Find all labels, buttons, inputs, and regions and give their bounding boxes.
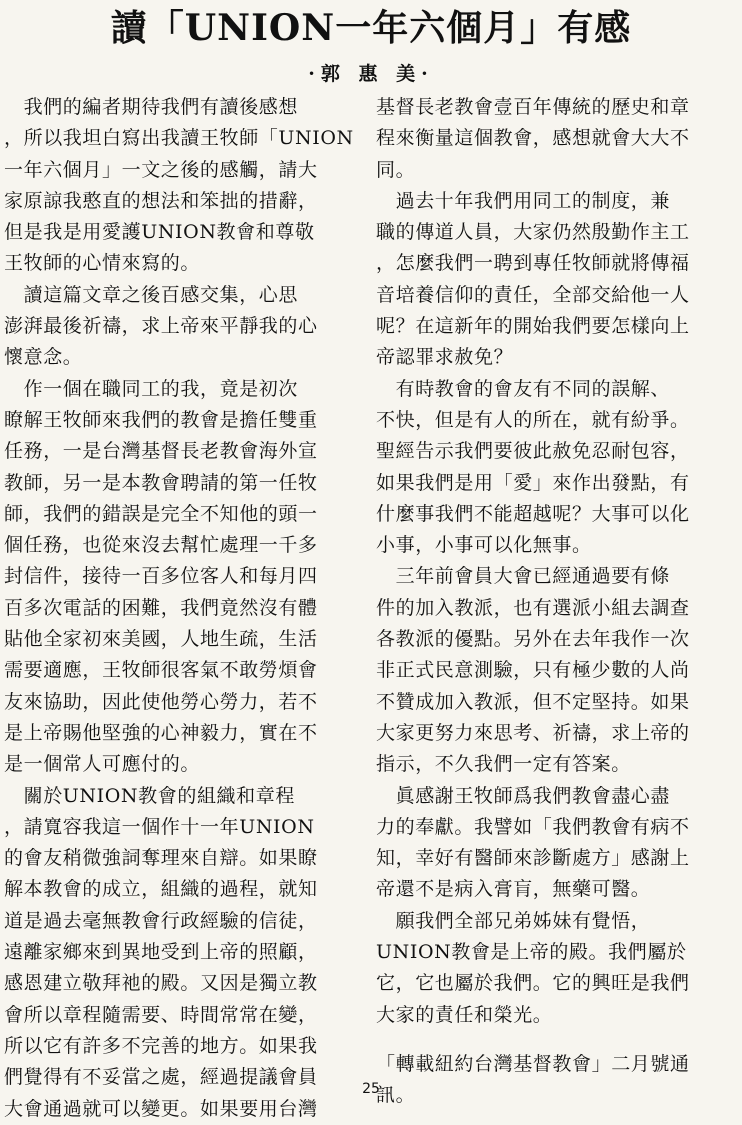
text-line: UNION教會是上帝的殿。我們屬於 bbox=[376, 941, 687, 964]
text-line: 遠離家鄉來到異地受到上帝的照顧， bbox=[4, 941, 318, 964]
text-line: 澎湃最後祈禱，求上帝來平靜我的心 bbox=[4, 315, 318, 338]
right-column-source-note bbox=[376, 1049, 738, 1112]
text-line: 程來衡量這個教會，感想就會大大不 bbox=[376, 127, 690, 150]
text-line: ，怎麼我們一聘到專任牧師就將傳福 bbox=[376, 252, 690, 275]
text-line: 聖經告示我們要彼此赦免忍耐包容， bbox=[376, 440, 690, 463]
paragraph-gap bbox=[376, 1031, 738, 1049]
text-line: 眞感謝王牧師爲我們教會盡心盡 bbox=[376, 784, 671, 807]
text-line: 帝認罪求赦免？ bbox=[376, 346, 514, 369]
text-line: 封信件，接待一百多位客人和每月四 bbox=[4, 565, 318, 588]
text-line: 所以它有許多不完善的地方。如果我 bbox=[4, 1034, 318, 1057]
text-line: 「轉載紐約台灣基督教會」二月號通 bbox=[376, 1052, 690, 1075]
text-line: 音培養信仰的責任，全部交給他一人 bbox=[376, 283, 690, 306]
text-line: 的會友稍微強詞奪理來自辯。如果瞭 bbox=[4, 847, 318, 870]
text-line: 它，它也屬於我們。它的興旺是我們 bbox=[376, 972, 690, 995]
text-line: 我們的編者期待我們有讀後感想 bbox=[4, 96, 299, 118]
text-line: 貼他全家初來美國，人地生疏，生活 bbox=[4, 628, 318, 651]
text-line: 如果我們是用「愛」來作出發點，有 bbox=[376, 471, 690, 494]
text-line: 道是過去毫無教會行政經驗的信徒， bbox=[4, 909, 318, 932]
text-line: 懷意念。 bbox=[4, 346, 83, 369]
text-line: 小事，小事可以化無事。 bbox=[376, 534, 592, 557]
right-column-body bbox=[376, 92, 738, 1031]
text-line: 大家更努力來思考、祈禱，求上帝的 bbox=[376, 721, 690, 744]
text-line: 呢？在這新年的開始我們要怎樣向上 bbox=[376, 315, 690, 338]
text-line: 三年前會員大會已經通過要有條 bbox=[376, 565, 671, 588]
right-column bbox=[376, 92, 738, 1112]
text-line: 關於UNION教會的組織和章程 bbox=[4, 784, 295, 807]
text-line: 同。 bbox=[376, 158, 416, 181]
text-line: 家原諒我憨直的想法和笨拙的措辭， bbox=[4, 189, 318, 212]
text-line: 大會通過就可以變更。如果要用台灣 bbox=[4, 1097, 318, 1120]
text-line: 需要適應，王牧師很客氣不敢勞煩會 bbox=[4, 659, 318, 682]
article-title: 讀「UNION一年六個月」有感 bbox=[110, 7, 632, 49]
text-line: 師，我們的錯誤是完全不知他的頭一 bbox=[4, 502, 318, 525]
text-line: 但是我是用愛護UNION教會和尊敬 bbox=[4, 221, 315, 244]
text-line: 感恩建立敬拜祂的殿。又因是獨立教 bbox=[4, 972, 318, 995]
text-line: 友來協助，因此使他勞心勞力，若不 bbox=[4, 690, 318, 713]
text-line: 大家的責任和榮光。 bbox=[376, 1003, 553, 1026]
text-line: 知，幸好有醫師來診斷處方」感謝上 bbox=[376, 847, 690, 870]
text-line: 任務，一是台灣基督長老教會海外宣 bbox=[4, 440, 318, 463]
text-line: ，所以我坦白寫出我讀王牧師「UNION bbox=[4, 127, 354, 150]
text-line: 各教派的優點。另外在去年我作一次 bbox=[376, 628, 690, 651]
text-line: 會所以章程隨需要、時間常常在變， bbox=[4, 1003, 318, 1026]
text-line: 王牧師的心情來寫的。 bbox=[4, 252, 201, 275]
text-line: 訊。 bbox=[376, 1084, 416, 1107]
text-line: 是一個常人可應付的。 bbox=[4, 753, 201, 776]
text-line: 什麼事我們不能超越呢？大事可以化 bbox=[376, 502, 690, 525]
text-line: 基督長老教會壹百年傳統的歷史和章 bbox=[376, 96, 690, 118]
text-line: 解本教會的成立，組織的過程，就知 bbox=[4, 878, 318, 901]
text-line: 教師，另一是本教會聘請的第一任牧 bbox=[4, 471, 318, 494]
text-line: 過去十年我們用同工的制度，兼 bbox=[376, 189, 671, 212]
text-line: 不快，但是有人的所在，就有紛爭。 bbox=[376, 408, 690, 431]
text-line: 不贊成加入教派，但不定堅持。如果 bbox=[376, 690, 690, 713]
text-line: 一年六個月」一文之後的感觸，請大 bbox=[4, 158, 318, 181]
text-line: 力的奉獻。我譬如「我們教會有病不 bbox=[376, 815, 690, 838]
text-line: 職的傳道人員，大家仍然殷勤作主工 bbox=[376, 221, 690, 244]
text-line: 有時教會的會友有不同的誤解、 bbox=[376, 377, 671, 400]
text-line: 們覺得有不妥當之處，經過提議會員 bbox=[4, 1066, 318, 1089]
page-number: 25 bbox=[362, 1081, 380, 1097]
text-line: 件的加入教派，也有選派小組去調查 bbox=[376, 596, 690, 619]
text-line: 百多次電話的困難，我們竟然沒有體 bbox=[4, 596, 318, 619]
text-line: 是上帝賜他堅強的心神毅力，實在不 bbox=[4, 721, 318, 744]
text-line: 帝還不是病入膏肓，無藥可醫。 bbox=[376, 878, 651, 901]
text-line: ，請寬容我這一個作十一年UNION bbox=[4, 815, 315, 838]
text-line: 瞭解王牧師來我們的教會是擔任雙重 bbox=[4, 408, 318, 431]
text-line: 個任務，也從來沒去幫忙處理一千多 bbox=[4, 534, 318, 557]
left-column bbox=[4, 92, 370, 1125]
text-line: 非正式民意測驗，只有極少數的人尚 bbox=[376, 659, 690, 682]
text-line: 作一個在職同工的我，竟是初次 bbox=[4, 377, 299, 400]
author-byline: ·郭 惠 美· bbox=[308, 63, 434, 85]
text-line: 讀這篇文章之後百感交集，心思 bbox=[4, 283, 299, 306]
text-line: 指示，不久我們一定有答案。 bbox=[376, 753, 631, 776]
text-line: 願我們全部兄弟姊妹有覺悟， bbox=[376, 909, 651, 932]
